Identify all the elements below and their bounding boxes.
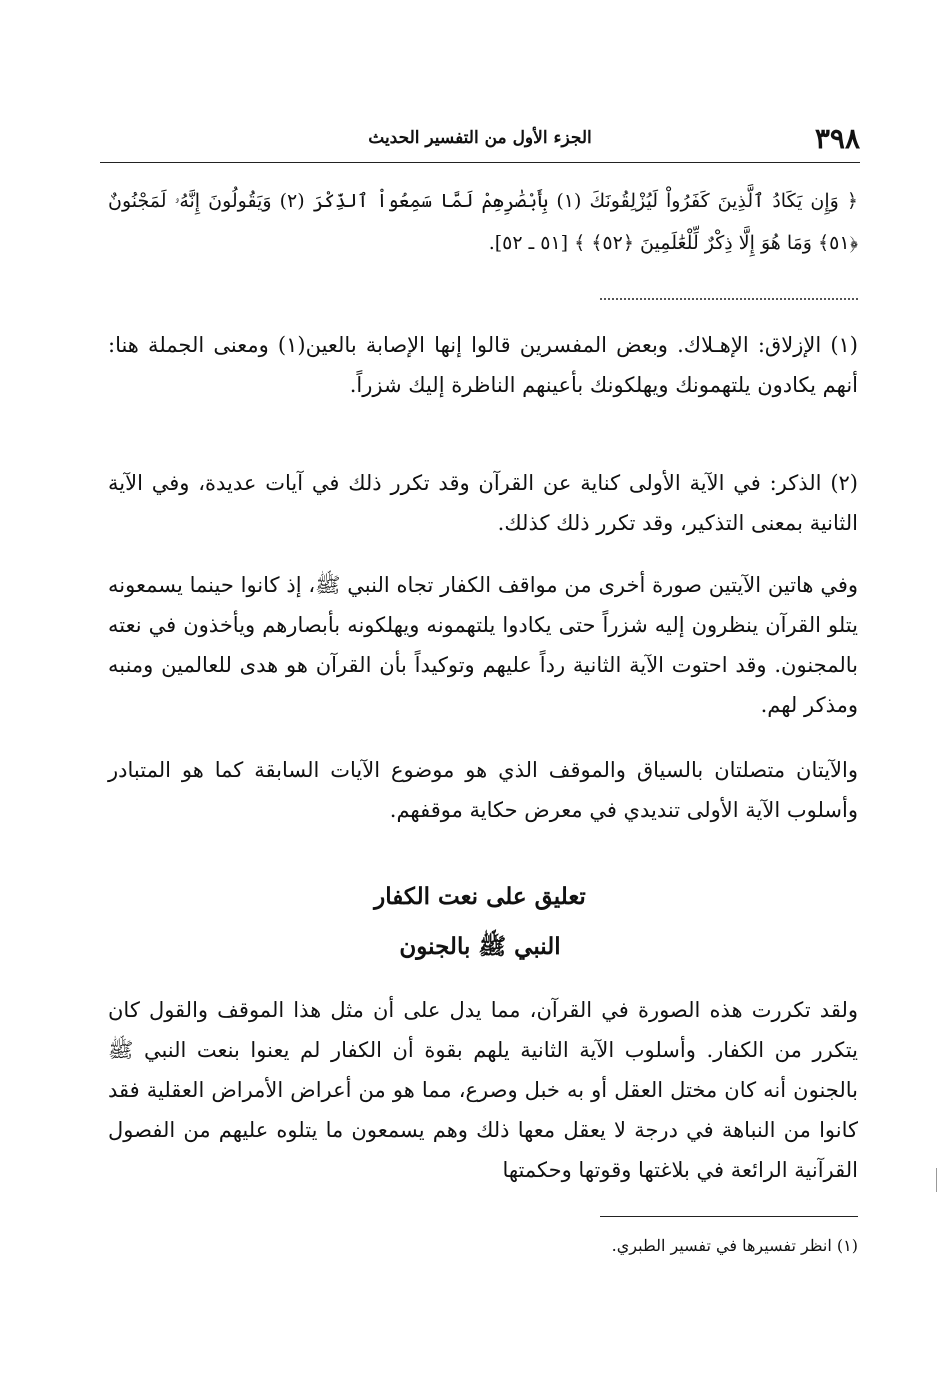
footnote-2-inline: (٢) الذكر: في الآية الأولى كناية عن القرآن وقد تكرر ذلك في آيات عديدة، وفي الآية الثانية بمعنى التذكير، وقد تكرر ذلك كذلك. [108, 471, 858, 535]
footnote-rule [600, 1216, 858, 1217]
quran-verse: ﴿ وَإِن يَكَادُ ٱلَّذِينَ كَفَرُواْ لَيُزْلِقُونَكَ (١) بِأَبْصَٰرِهِمْ لَمَّا سَمِعُواْ ٱلذِّكْرَ (٢) وَيَقُولُونَ إِنَّهُۥ لَمَجْنُونٌ ﴿٥١﴾ وَمَا هُوَ إِلَّا ذِكْرٌ لِّلْعَٰلَمِينَ ﴿٥٢﴾ ﴾ [٥١ ـ ٥٢]. [108, 190, 858, 254]
page-footnote: (١) انظر تفسيرها في تفسير الطبري. [611, 1236, 858, 1255]
footnote-1-inline: (١) الإزلاق: الإهـلاك. وبعض المفسرين قالوا إنها الإصابة بالعين(١) ومعنى الجملة هنا: أنهم يكادون يلتهمونك ويهلكونك بأعينهم الناظرة إليك شزراً. [108, 333, 858, 397]
paragraph-2: والآيتان متصلتان بالسياق والموقف الذي هو موضوع الآيات السابقة كما هو المتبادر وأسلوب الآية الأولى تنديدي في معرض حكاية موقفهم. [108, 758, 858, 822]
paragraph-3: ولقد تكررت هذه الصورة في القرآن، مما يدل على أن مثل هذا الموقف والقول كان يتكرر من الكفار. وأسلوب الآية الثانية يلهم بقوة أن الكفار لم يعنوا بنعت النبي ﷺ بالجنون أنه كان مختل العقل أو به خبل وصرع، مما هو من أعراض الأمراض العقلية فقد كانوا من النباهة في درجة لا يعقل معها ذلك وهم يسمعون ما يتلوه عليهم من الفصول القرآنية الرائعة في بلاغتها وقوتها وحكمتها [108, 998, 858, 1182]
dotted-separator [600, 298, 858, 300]
section-heading-line-2: النبي ﷺ بالجنون [399, 933, 561, 960]
header-title: الجزء الأول من التفسير الحديث [368, 128, 592, 148]
margin-mark [936, 1168, 937, 1192]
page-number: ٣٩٨ [814, 122, 860, 155]
running-header [100, 122, 860, 163]
section-heading-line-1: تعليق على نعت الكفار [374, 883, 586, 910]
paragraph-1: وفي هاتين الآيتين صورة أخرى من مواقف الكفار تجاه النبي ﷺ، إذ كانوا حينما يسمعونه يتلو القرآن ينظرون إليه شزراً حتى يكادوا يلتهمونه ويهلكونه بأبصارهم ويأخذون في نعته بالمجنون. وقد احتوت الآية الثانية رداً عليهم وتوكيداً بأن القرآن هو هدى للعالمين ومنبه ومذكر لهم. [108, 573, 858, 717]
